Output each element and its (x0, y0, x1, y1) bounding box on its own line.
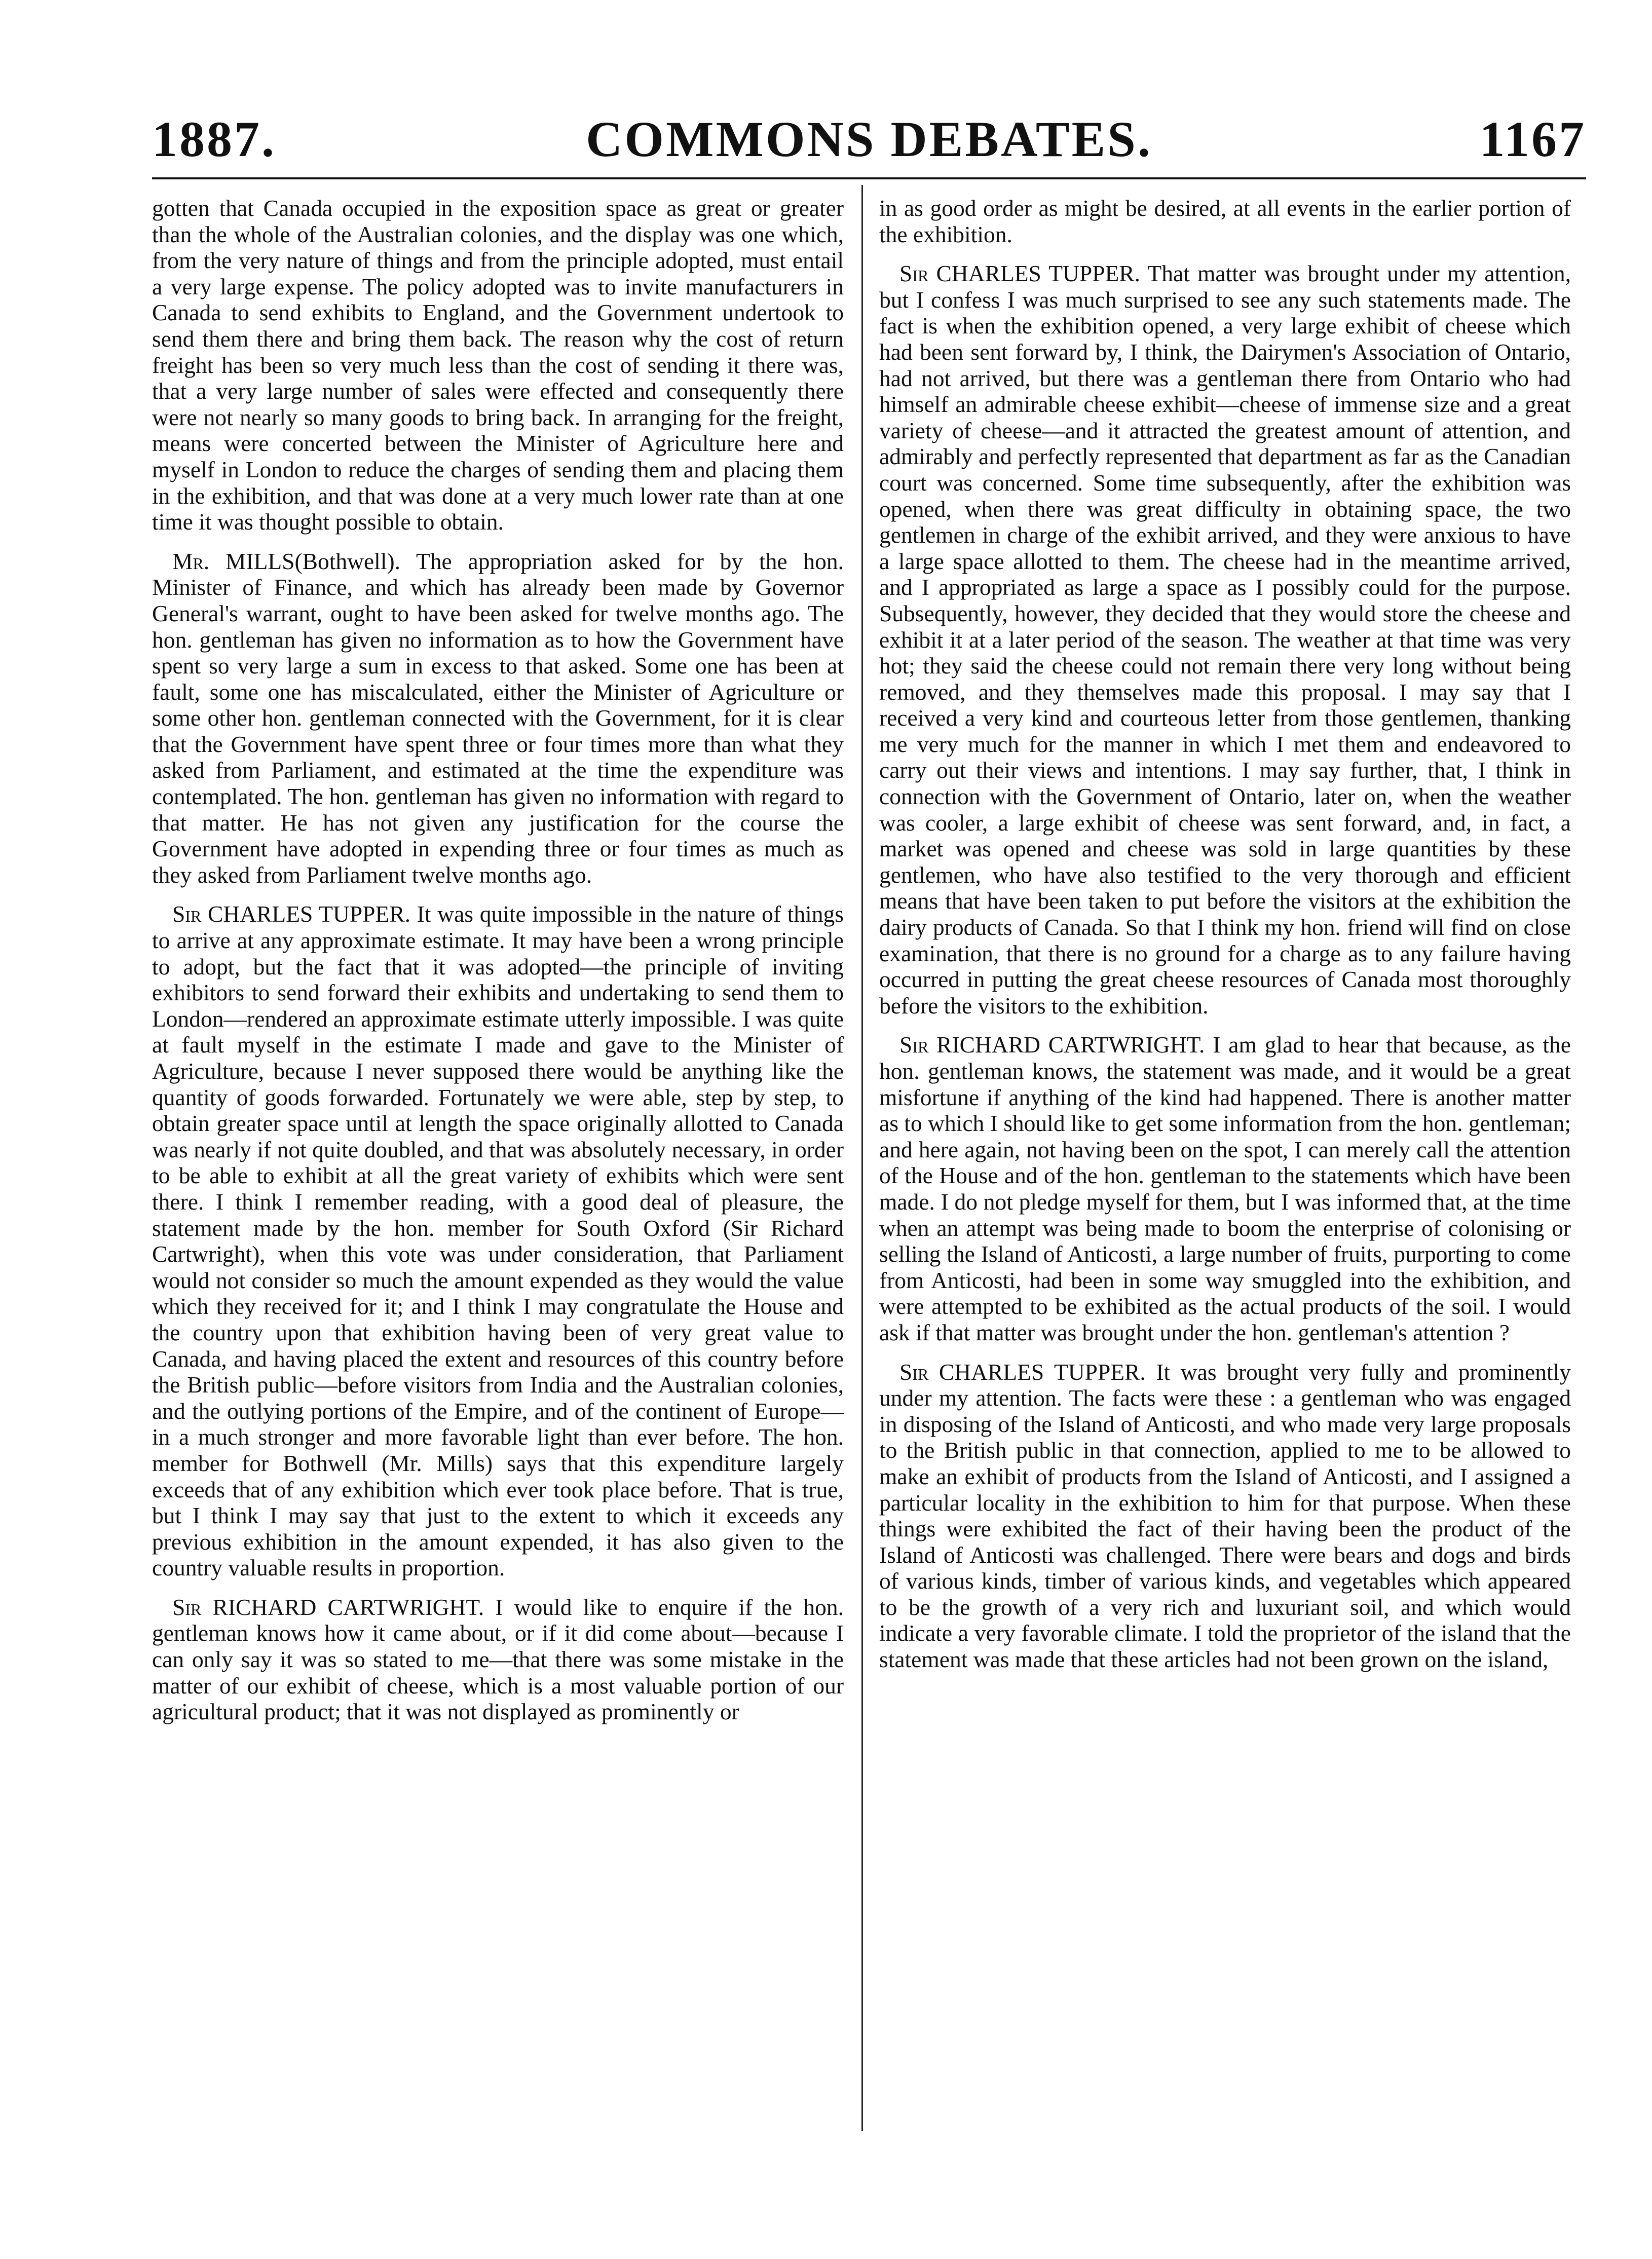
paragraph (152, 1594, 844, 1725)
speaker-name: Sir CHARLES TUPPER. (172, 901, 411, 927)
paragraph-text: in as good order as might be desired, at all events in the earlier portion of the exhibition. (879, 195, 1571, 247)
paragraph-text: It was brought very fully and prominently under my attention. The facts were these : a gentleman who was engaged in disposing of the Island of Anticosti, and who made very large proposals to the British public in that connection, applied to me to be allowed to make an exhibit of products from the Island of Anticosti, and I assigned a particular locality in the exhibition to him for that purpose. When these things were exhibited the fact of their having been the product of the Island of Anticosti was challenged. There were bears and dogs and birds of various kinds, timber of various kinds, and vegetables which appeared to be the growth of a very rich and luxuriant soil, and which would indicate a very favorable climate. I told the proprietor of the island that the statement was made that these articles had not been grown on the island, (879, 1359, 1571, 1673)
page-header (152, 109, 1586, 180)
paragraph (152, 901, 844, 1580)
paragraph-text: That matter was brought under my attention, but I confess I was much surprised to see any such statements made. The fact is when the exhibition opened, a very large exhibit of cheese which had been sent forward by, I think, the Dairymen's Association of Ontario, had not arrived, but there was a gentleman there from Ontario who had himself an admirable cheese exhibit—cheese of immense size and a great variety of cheese—and it attracted the greatest amount of attention, and admirably and perfectly represented that department as far as the Canadian court was concerned. Some time subsequently, after the exhibition was opened, when there was great difficulty in obtaining space, the two gentlemen in charge of the exhibit arrived, and they were anxious to have a large space allotted to them. The cheese had in the meantime arrived, and I appropriated as large a space as I possibly could for the purpose. Subsequently, however, they decided that they would store the cheese and exhibit it at a later period of the season. The weather at that time was very hot; they said the cheese could not remain there very long without being removed, and they themselves made this proposal. I may say that I received a very kind and courteous letter from those gentlemen, thanking me very much for the manner in which I met them and endeavored to carry out their views and intentions. I may say further, that, I think in connection with the Government of Ontario, later on, when the weather was cooler, a large exhibit of cheese was sent forward, and, in fact, a market was opened and cheese was sold in large quantities by these gentlemen, who have also testified to the very thorough and efficient means that have been taken to put before the visitors at the exhibition the dairy products of Canada. So that I think my hon. friend will find on close examination, that there is no ground for a charge as to any failure having occurred in putting the great cheese resources of Canada most thoroughly before the visitors to the exhibition. (879, 260, 1571, 1019)
paragraph-text: It was quite impossible in the nature of things to arrive at any approximate estimate. It may have been a wrong principle to adopt, but the fact that it was adopted—the principle of inviting exhibitors to send forward their exhibits and undertaking to send them to London—rendered an approximate estimate utterly impossible. I was quite at fault myself in the estimate I made and gave to the Minister of Agriculture, because I never supposed there would be anything like the quantity of goods forwarded. Fortunately we were able, step by step, to obtain greater space until at length the space originally allotted to Canada was nearly if not quite doubled, and that was absolutely necessary, in order to be able to exhibit at all the great variety of exhibits which were sent there. I think I remember reading, with a good deal of pleasure, the statement made by the hon. member for South Oxford (Sir Richard Cartwright), when this vote was under consideration, that Parliament would not consider so much the amount expended as they would the value which they received for it; and I think I may congratulate the House and the country upon that exhibition having been of very great value to Canada, and having placed the extent and resources of this country before the British public—before visitors from India and the Australian colonies, and the outlying portions of the Empire, and of the continent of Europe—in a much stronger and more favorable light than ever before. The hon. member for Bothwell (Mr. Mills) says that this expenditure largely exceeds that of any exhibition which ever took place before. That is true, but I think I may say that just to the extent to which it exceeds any previous exhibition in the amount expended, it has also given to the country valuable results in proportion. (152, 901, 844, 1581)
header-year: 1887. (152, 111, 276, 167)
paragraph (879, 1359, 1571, 1673)
paragraph (879, 260, 1571, 1019)
paragraph-text: (Bothwell). The appropriation asked for by the hon. Minister of Finance, and which has already been made by Governor General's warrant, ought to have been asked for twelve months ago. The hon. gentleman has given no information as to how the Government have spent so very large a sum in excess to that asked. Some one has been at fault, some one has miscalculated, either the Minister of Agriculture or some other hon. gentleman connected with the Government, for it is clear that the Government have spent three or four times more than what they asked from Parliament, and estimated at the time the expenditure was contemplated. The hon. gentleman has given no information with regard to that matter. He has not given any justification for the course the Government have adopted in expending three or four times as much as they asked from Parliament twelve months ago. (152, 548, 844, 888)
paragraph (152, 548, 844, 888)
paragraph (879, 195, 1571, 247)
column-divider (861, 185, 863, 2131)
paragraph (879, 1032, 1571, 1345)
header-title: COMMONS DEBATES. (586, 111, 1152, 167)
speaker-name: Sir CHARLES TUPPER. (899, 1359, 1146, 1385)
speaker-name: Sir CHARLES TUPPER. (899, 260, 1141, 287)
right-column (879, 195, 1571, 2131)
speaker-name: Mr. MILLS (172, 548, 295, 574)
paragraph-text: I am glad to hear that because, as the hon. gentleman knows, the statement was made, and it would be a great misfortune if anything of the kind had happened. There is another matter as to which I should like to get some information from the hon. gentleman; and here again, not having been on the spot, I can merely call the attention of the House and of the hon. gentleman to the statements which have been made. I do not pledge myself for them, but I was informed that, at the time when an attempt was being made to boom the enterprise of colonising or selling the Island of Anticosti, a large number of fruits, purporting to come from Anticosti, had been in some way smuggled into the exhibition, and were attempted to be exhibited as the actual products of the soil. I would ask if that matter was brought under the hon. gentleman's attention ? (879, 1032, 1571, 1345)
header-rule (152, 177, 1586, 179)
left-column (152, 195, 844, 2131)
header-page-number: 1167 (1479, 111, 1586, 167)
paragraph-text: I would like to enquire if the hon. gentleman knows how it came about, or if it did come about—because I can only say it was so stated to me—that there was some mistake in the matter of our exhibit of cheese, which is a most valuable portion of our agricultural product; that it was not displayed as prominently or (152, 1594, 844, 1725)
paragraph (152, 195, 844, 535)
speaker-name: Sir RICHARD CARTWRIGHT. (899, 1032, 1205, 1058)
paragraph-text: gotten that Canada occupied in the exposition space as great or greater than the whole of the Australian colonies, and the display was one which, from the very nature of things and from the principle adopted, must entail a very large expense. The policy adopted was to invite manufacturers in Canada to send exhibits to England, and the Government undertook to send them there and bring them back. The reason why the cost of return freight has been so very much less than the cost of sending it there was, that a very large number of sales were effected and consequently there were not nearly so many goods to bring back. In arranging for the freight, means were concerted between the Minister of Agriculture here and myself in London to reduce the charges of sending them and placing them in the exhibition, and that was done at a very much lower rate than at one time it was thought possible to obtain. (152, 195, 844, 535)
speaker-name: Sir RICHARD CARTWRIGHT. (172, 1594, 484, 1620)
